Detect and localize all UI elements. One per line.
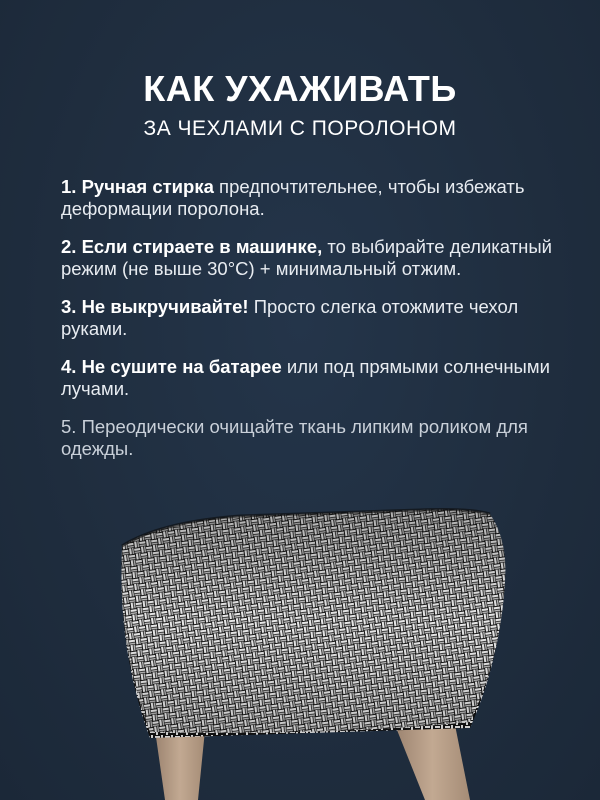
care-tip-5 bbox=[61, 416, 561, 460]
care-tips-list bbox=[61, 176, 561, 476]
page-title: КАК УХАЖИВАТЬ bbox=[143, 68, 457, 109]
care-tip-4 bbox=[61, 356, 561, 400]
stool-leg-right bbox=[395, 725, 470, 800]
tip-lead: 2. Если стираете в машинке, bbox=[61, 236, 323, 257]
tip-text: 5. Переодически очищайте ткань липким роликом для одежды. bbox=[61, 416, 528, 459]
tip-lead: 3. Не выкручивайте! bbox=[61, 296, 249, 317]
stool-cushion-image bbox=[0, 500, 600, 800]
tip-lead: 4. Не сушите на батарее bbox=[61, 356, 282, 377]
tip-text: то выбирайте деликатный режим (не выше 30°C) + минимальный отжим. bbox=[61, 236, 553, 279]
page-subtitle: ЗА ЧЕХЛАМИ С ПОРОЛОНОМ bbox=[143, 117, 457, 140]
stool-leg-left bbox=[155, 730, 205, 800]
care-tip-1 bbox=[61, 176, 561, 220]
care-tip-3 bbox=[61, 296, 561, 340]
tip-lead: 1. Ручная стирка bbox=[61, 176, 214, 197]
tip-text: или под прямыми солнечными лучами. bbox=[61, 356, 550, 399]
tip-text: предпочтительнее, чтобы избежать деформации поролона. bbox=[61, 176, 525, 219]
care-tip-2 bbox=[61, 236, 561, 280]
tip-text: Просто слегка отожмите чехол руками. bbox=[61, 296, 519, 339]
